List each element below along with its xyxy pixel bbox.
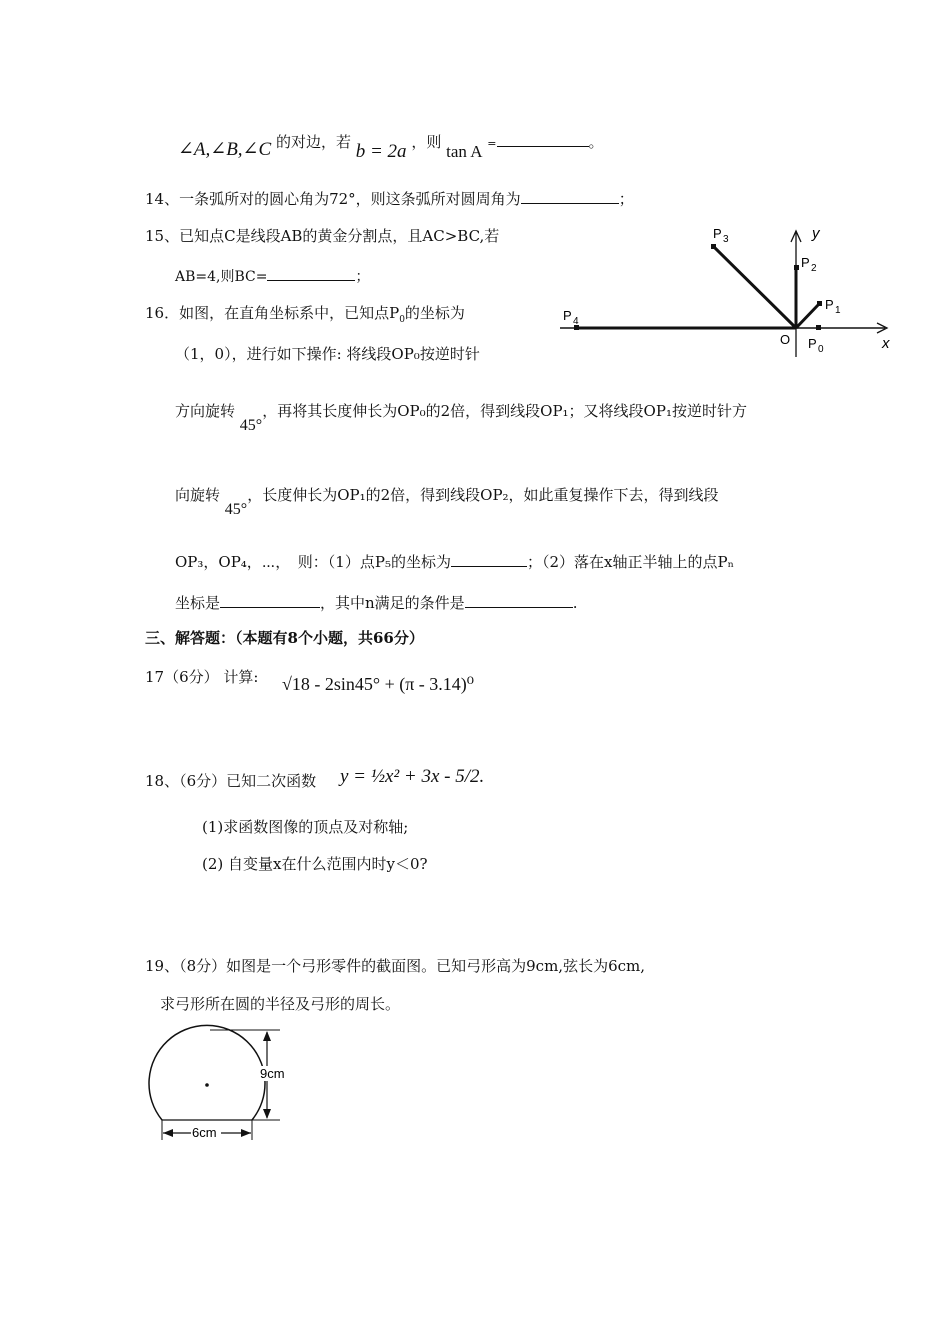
q16-line6-end: . xyxy=(572,594,578,612)
q13-line xyxy=(178,130,604,162)
q16-line6 xyxy=(175,592,577,613)
center-dot xyxy=(205,1083,209,1087)
height-label: 9cm xyxy=(260,1066,285,1081)
arc xyxy=(149,1025,265,1120)
chord-label: 6cm xyxy=(192,1125,217,1140)
q16-deg-1: 45° xyxy=(239,417,263,434)
height-arrow-top xyxy=(263,1031,271,1041)
q13-eq: = xyxy=(487,137,497,150)
label-p4: P xyxy=(563,308,572,323)
q16-line1-a: 16．如图，在直角坐标系中，已知点P xyxy=(145,304,400,322)
q15-line1: 15、已知点C是线段AB的黄金分割点，且AC>BC,若 xyxy=(145,227,500,245)
q16-line3 xyxy=(175,400,747,434)
section3-title: 三、解答题：（本题有8个小题，共66分） xyxy=(145,629,424,647)
point-p2 xyxy=(794,265,799,270)
q17-label: 17（6分） 计算: xyxy=(145,668,259,686)
q16-line1-b: 的坐标为 xyxy=(404,304,465,322)
q18-label: 18、（6分）已知二次函数 xyxy=(145,772,317,790)
q16-line4-a: 向旋转 xyxy=(175,486,221,504)
label-p0-sub: 0 xyxy=(818,344,824,355)
q16-line6-b: ，其中n满足的条件是 xyxy=(320,594,465,612)
q15-line2-text: AB=4,则BC= xyxy=(175,269,268,285)
segment-op3 xyxy=(713,246,796,328)
q16-line2: （1，0），进行如下操作: 将线段OP₀按逆时针 xyxy=(175,345,480,363)
q17-expression: √18 - 2sin45° + (π - 3.14)⁰ xyxy=(282,674,475,694)
q19-line2: 求弓形所在圆的半径及弓形的周长。 xyxy=(160,995,401,1013)
q16-line5-a: OP₃，OP₄，⋯， 则：（1）点P₅的坐标为 xyxy=(175,553,451,571)
q16-line5-b: ；（2）落在x轴正半轴上的点Pₙ xyxy=(526,553,735,571)
q16-line5 xyxy=(175,551,734,572)
q13-angles: ∠A,∠B,∠C xyxy=(178,139,272,160)
q16-line4 xyxy=(175,484,719,518)
q13-text1: 的对边，若 xyxy=(275,133,351,151)
label-p3: P xyxy=(713,226,722,241)
point-p1 xyxy=(817,301,822,306)
q13-condition: b = 2a xyxy=(355,141,407,162)
label-p3-sub: 3 xyxy=(723,234,729,245)
height-arrow-bottom xyxy=(263,1109,271,1119)
q14-line xyxy=(145,188,634,209)
label-p0: P xyxy=(808,336,817,351)
q16-answer-blank-3[interactable] xyxy=(465,593,573,608)
q19-segment-figure xyxy=(140,1022,300,1157)
q14-answer-blank[interactable] xyxy=(521,189,619,204)
q18-expression: y = ½x² + 3x - 5/2. xyxy=(340,766,485,787)
q18-sub1: (1)求函数图像的顶点及对称轴; xyxy=(202,818,409,836)
label-p2: P xyxy=(801,255,810,270)
label-y: y xyxy=(812,225,820,242)
label-p1-sub: 1 xyxy=(835,305,841,316)
q13-end: 。 xyxy=(588,133,604,151)
q16-answer-blank-1[interactable] xyxy=(451,552,527,567)
q16-coordinate-figure xyxy=(555,222,900,357)
q14-end: ； xyxy=(618,190,634,208)
q15-line2 xyxy=(175,266,369,286)
label-p1: P xyxy=(825,297,834,312)
chord-arrow-left xyxy=(163,1129,173,1137)
q15-end: ； xyxy=(355,269,370,285)
q14-text: 14、一条弧所对的圆心角为72°，则这条弧所对圆周角为 xyxy=(145,190,521,208)
q16-line4-b: ，长度伸长为OP₁的2倍，得到线段OP₂，如此重复操作下去，得到线段 xyxy=(247,486,719,504)
segment-op1 xyxy=(796,304,819,328)
q16-line3-a: 方向旋转 xyxy=(175,402,236,420)
q13-tan: tan A xyxy=(446,142,483,161)
q16-line1-sub: 0 xyxy=(399,315,405,325)
label-p2-sub: 2 xyxy=(811,263,817,274)
q19-line1: 19、（8分）如图是一个弓形零件的截面图。已知弓形高为9cm,弦长为6cm, xyxy=(145,957,646,975)
q16-line1 xyxy=(145,302,465,325)
chord-arrow-right xyxy=(241,1129,251,1137)
q16-line6-a: 坐标是 xyxy=(175,594,221,612)
q16-line3-b: ，再将其长度伸长为OP₀的2倍，得到线段OP₁；又将线段OP₁按逆时针方 xyxy=(262,402,747,420)
label-o: O xyxy=(780,332,791,347)
q13-text2: ，则 xyxy=(411,133,442,151)
label-x: x xyxy=(882,335,890,352)
q13-answer-blank[interactable] xyxy=(497,132,589,147)
q15-answer-blank[interactable] xyxy=(267,266,355,281)
label-p4-sub: 4 xyxy=(573,316,579,327)
point-p0 xyxy=(816,325,821,330)
q16-deg-2: 45° xyxy=(224,501,248,518)
q18-sub2: (2) 自变量x在什么范围内时y＜0? xyxy=(202,855,428,873)
point-p3 xyxy=(711,244,716,249)
q16-answer-blank-2[interactable] xyxy=(220,593,320,608)
